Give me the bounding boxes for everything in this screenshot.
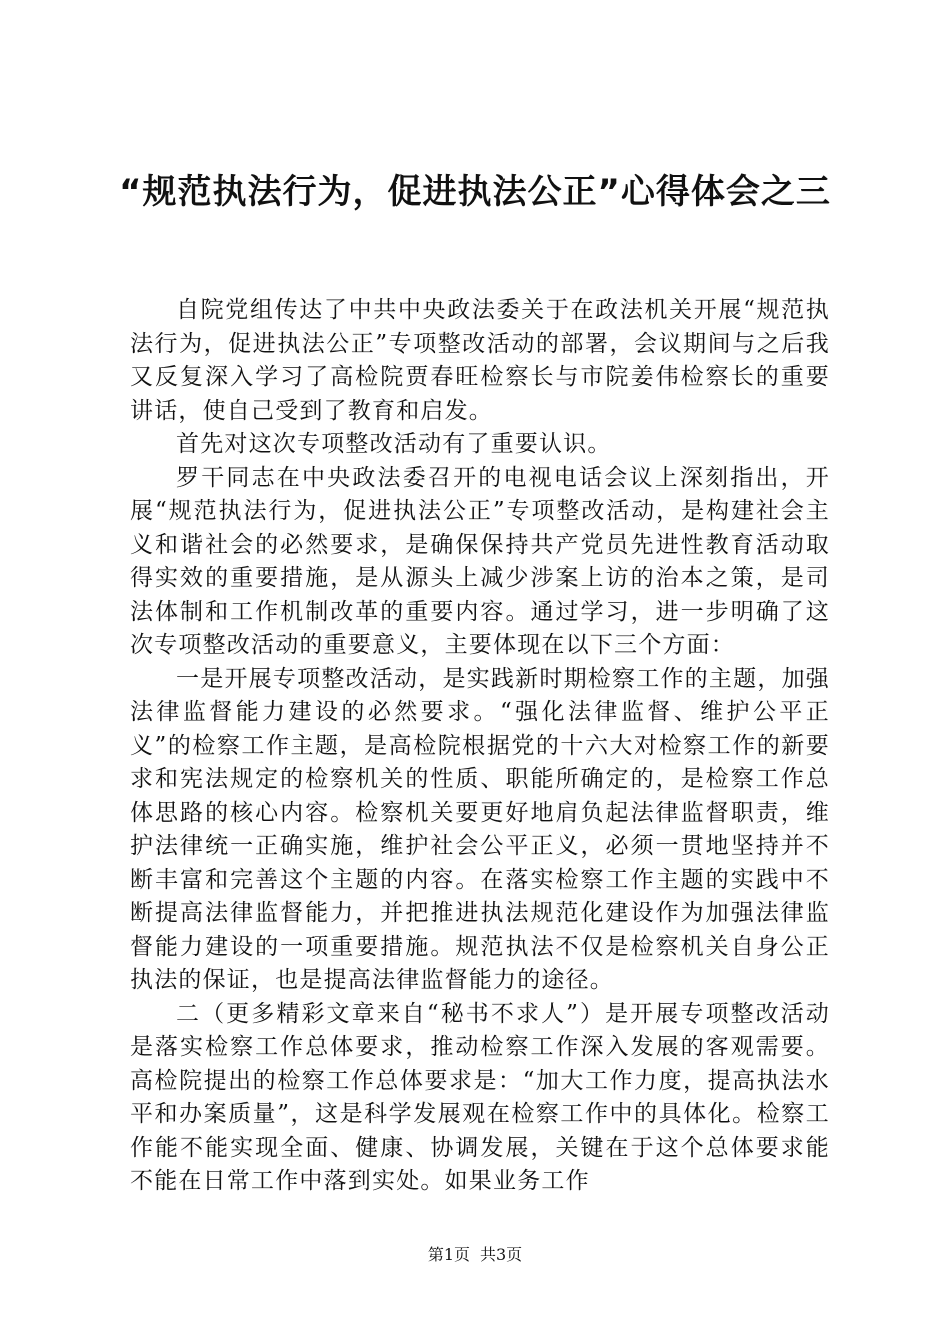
page-total: 共3页 — [480, 1245, 523, 1264]
page-footer — [0, 1245, 950, 1265]
document-body — [130, 294, 830, 1199]
paragraph-first-understanding: 首先对这次专项整改活动有了重要认识。 — [176, 431, 612, 457]
page-number: 第1页 — [427, 1245, 470, 1264]
paragraph-point-one: 一是开展专项整改活动，是实践新时期检察工作的主题，加强法律监督能力建设的必然要求。“强化法律监督、维护公平正义”的检察工作主题，是高检院根据党的十六大对检察工作的新要求和宪法规定的检察机关的性质、职能所确定的，是检察工作总体思路的核心内容。检察机关要更好地肩负起法律监督职责，维护法律统一正确实施，维护社会公平正义，必须一贯地坚持并不断丰富和完善这个主题的内容。在落实检察工作主题的实践中不断提高法律监督能力，并把推进执法规范化建设作为加强法律监督能力建设的一项重要措施。规范执法不仅是检察机关自身公正执法的保证，也是提高法律监督能力的途径。 — [130, 665, 830, 993]
document-title: “规范执法行为，促进执法公正”心得体会之三 — [119, 172, 831, 212]
paragraph-point-two: 二（更多精彩文章来自“秘书不求人”）是开展专项整改活动是落实检察工作总体要求，推动检察工作深入发展的客观需要。高检院提出的检察工作总体要求是：“加大工作力度，提高执法水平和办案质量”，这是科学发展观在检察工作中的具体化。检察工作能不能实现全面、健康、协调发展，关键在于这个总体要求能不能在日常工作中落到实处。如果业务工作 — [130, 1000, 830, 1194]
paragraph-intro: 自院党组传达了中共中央政法委关于在政法机关开展“规范执法行为，促进执法公正”专项整改活动的部署，会议期间与之后我又反复深入学习了高检院贾春旺检察长与市院姜伟检察长的重要讲话，使自己受到了教育和启发。 — [130, 297, 830, 424]
paragraph-luogan-remarks: 罗干同志在中央政法委召开的电视电话会议上深刻指出，开展“规范执法行为，促进执法公正”专项整改活动，是构建社会主义和谐社会的必然要求，是确保保持共产党员先进性教育活动取得实效的重要措施，是从源头上减少涉案上访的治本之策，是司法体制和工作机制改革的重要内容。通过学习，进一步明确了这次专项整改活动的重要意义，主要体现在以下三个方面： — [130, 464, 830, 658]
